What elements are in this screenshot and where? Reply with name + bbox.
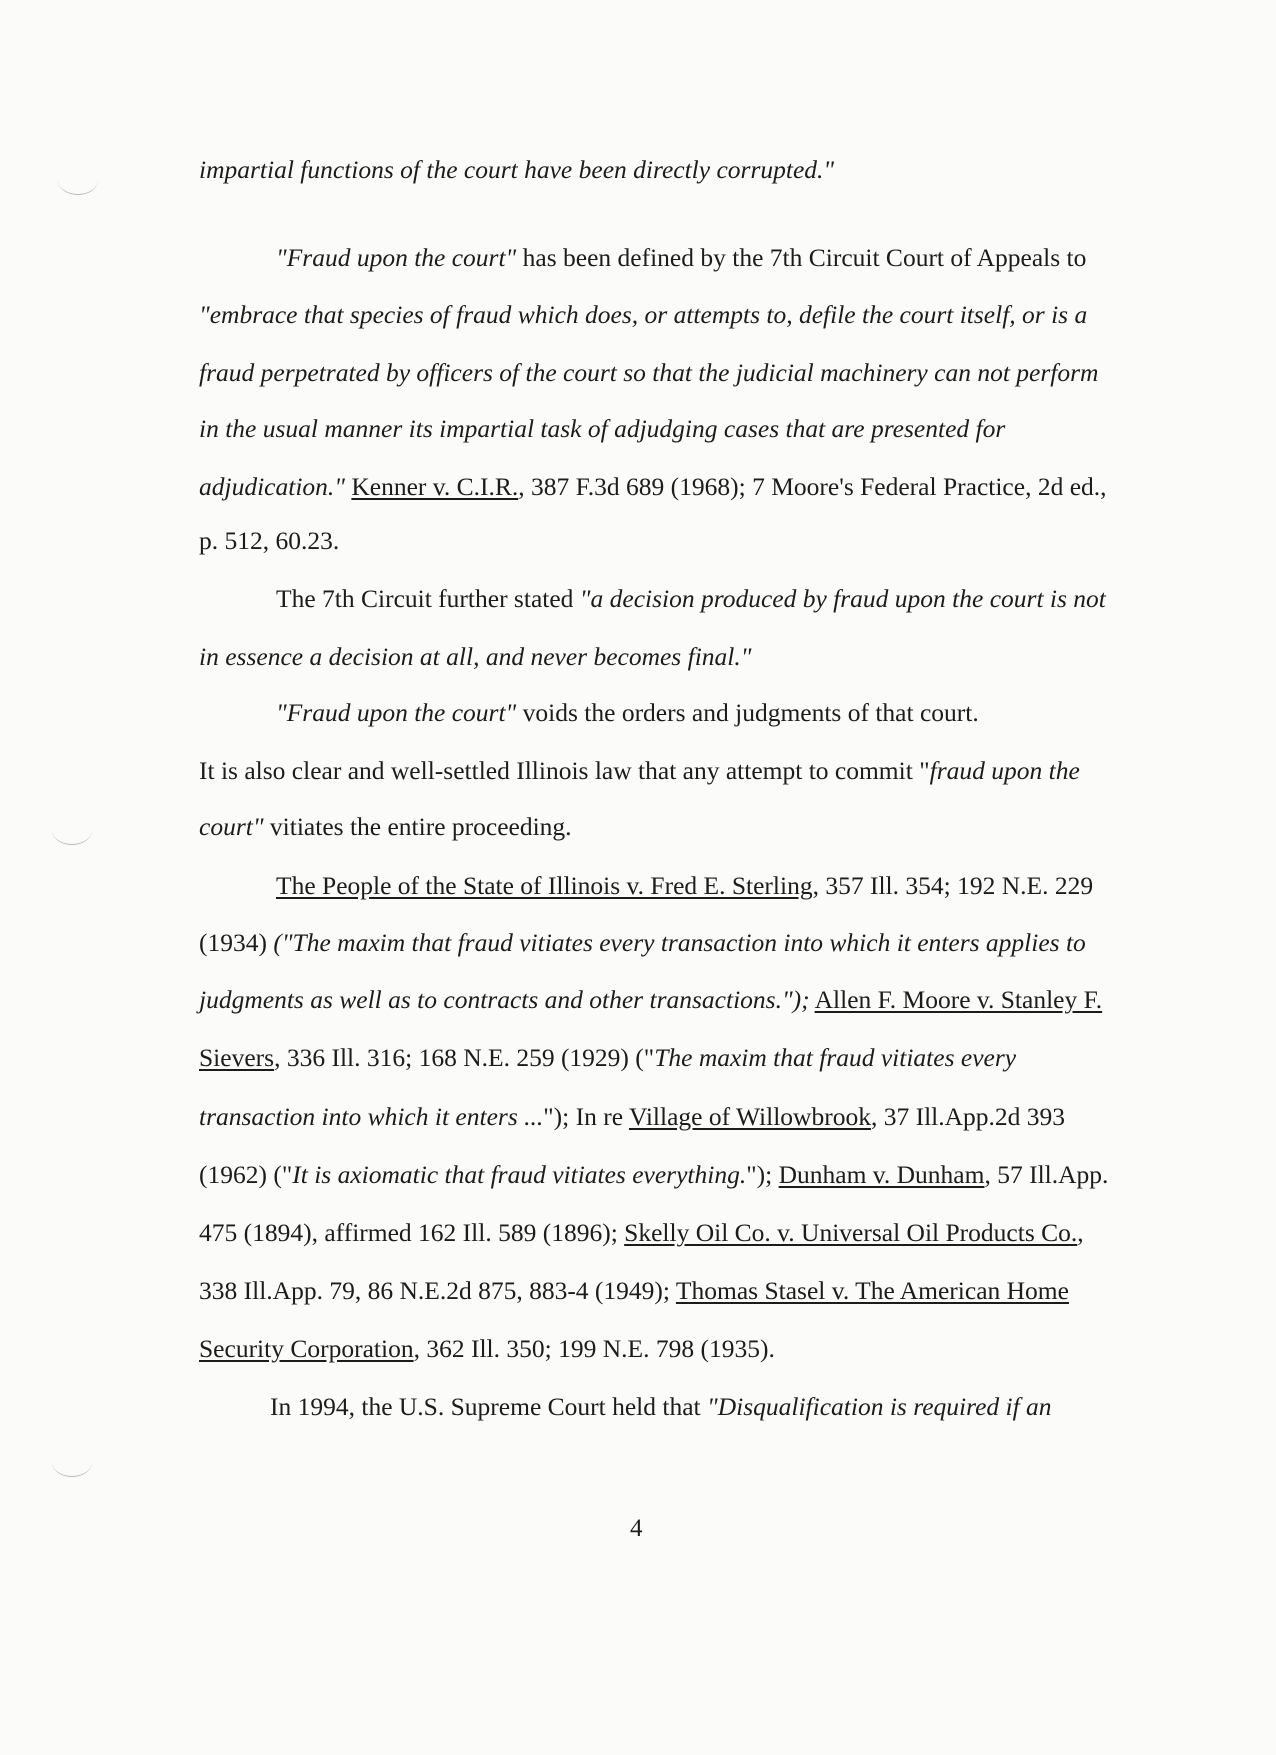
italic-quote: "Fraud upon the court" — [276, 698, 517, 727]
text-segment: vitiates the entire proceeding. — [263, 812, 572, 841]
text-segment: has been defined by the 7th Circuit Court of Appeals to — [516, 243, 1087, 272]
case-citation: Kenner v. C.I.R. — [351, 472, 519, 501]
case-citation: The People of the State of Illinois v. Fred E. Sterling — [276, 871, 813, 900]
text-line — [199, 1276, 1069, 1306]
italic-quote: It is axiomatic that fraud vitiates everything. — [292, 1160, 747, 1189]
text-line — [276, 243, 1086, 273]
text-segment: , 357 Ill. 354; 192 N.E. 229 — [812, 871, 1094, 900]
text-line — [199, 300, 1087, 330]
text-segment: 338 Ill.App. 79, 86 N.E.2d 875, 883-4 (1949); — [199, 1276, 676, 1305]
text-segment: , 362 Ill. 350; 199 N.E. 798 (1935). — [413, 1334, 775, 1363]
text-segment: , 37 Ill.App.2d 393 — [870, 1102, 1066, 1131]
text-line — [276, 698, 979, 728]
text-segment: The 7th Circuit further stated — [276, 584, 580, 613]
text-segment: (1962) (" — [199, 1160, 293, 1189]
case-citation: Dunham v. Dunham — [778, 1160, 985, 1189]
text-segment: In 1994, the U.S. Supreme Court held that — [270, 1392, 707, 1421]
italic-quote: "embrace that species of fraud which does, or attempts to, defile the court itself, or is a — [199, 300, 1088, 329]
italic-quote: "a decision produced by fraud upon the court is not — [579, 584, 1106, 613]
italic-quote: court" — [199, 812, 264, 841]
text-segment: , — [1077, 1218, 1084, 1247]
case-citation: Sievers — [199, 1043, 275, 1072]
case-citation: Thomas Stasel v. The American Home — [675, 1276, 1069, 1305]
punch-hole-bottom — [52, 1448, 92, 1477]
text-line — [276, 584, 1106, 614]
text-line — [199, 358, 1098, 388]
text-line — [199, 472, 1107, 502]
text-line — [270, 1392, 1052, 1422]
punch-hole-middle — [52, 816, 92, 845]
text-segment: p. 512, 60.23. — [199, 526, 340, 555]
text-line — [199, 756, 1080, 786]
italic-quote: fraud perpetrated by officers of the court so that the judicial machinery can not perform — [199, 358, 1099, 387]
text-line — [199, 414, 1005, 444]
punch-hole-top — [58, 166, 98, 195]
italic-quote: "Fraud upon the court" — [276, 243, 517, 272]
text-segment: (1934) — [199, 928, 274, 957]
text-line — [199, 1160, 1108, 1190]
text-line — [199, 928, 1086, 958]
text-line — [199, 642, 751, 672]
text-line — [199, 1334, 775, 1364]
text-line — [199, 1043, 1016, 1073]
page-number: 4 — [630, 1515, 643, 1542]
text-segment: , 336 Ill. 316; 168 N.E. 259 (1929) (" — [274, 1043, 655, 1072]
case-citation: Security Corporation — [199, 1334, 414, 1363]
case-citation: Skelly Oil Co. v. Universal Oil Products Co. — [624, 1218, 1078, 1247]
italic-quote: transaction into which it enters ... — [199, 1102, 544, 1131]
italic-quote: ("The maxim that fraud vitiates every transaction into which it enters applies to — [273, 928, 1086, 957]
text-line — [199, 985, 1102, 1015]
italic-quote: in the usual manner its impartial task of adjudging cases that are presented for — [199, 414, 1006, 443]
text-segment: , 57 Ill.App. — [984, 1160, 1109, 1189]
text-line — [199, 812, 572, 842]
text-line — [199, 1102, 1065, 1132]
case-citation: Village of Willowbrook — [628, 1102, 871, 1131]
italic-quote: judgments as well as to contracts and other transactions."); — [199, 985, 810, 1014]
text-line — [199, 526, 339, 556]
italic-quote: adjudication." — [199, 472, 345, 501]
italic-quote: fraud upon the — [929, 756, 1080, 785]
text-segment: voids the orders and judgments of that court. — [516, 698, 979, 727]
italic-quote: "Disqualification is required if an — [707, 1392, 1052, 1421]
text-segment: "); In re — [543, 1102, 629, 1131]
italic-quote: The maxim that fraud vitiates every — [654, 1043, 1017, 1072]
text-segment: 475 (1894), affirmed 162 Ill. 589 (1896); — [199, 1218, 625, 1247]
text-segment: It is also clear and well-settled Illinois law that any attempt to commit " — [199, 756, 930, 785]
text-segment: "); — [746, 1160, 779, 1189]
text-line — [199, 155, 834, 185]
italic-quote: impartial functions of the court have been directly corrupted." — [199, 155, 835, 184]
italic-quote: in essence a decision at all, and never becomes final." — [199, 642, 752, 671]
text-segment: , 387 F.3d 689 (1968); 7 Moore's Federal Practice, 2d ed., — [518, 472, 1107, 501]
case-citation: Allen F. Moore v. Stanley F. — [814, 985, 1103, 1014]
text-line — [276, 871, 1093, 901]
text-line — [199, 1218, 1084, 1248]
